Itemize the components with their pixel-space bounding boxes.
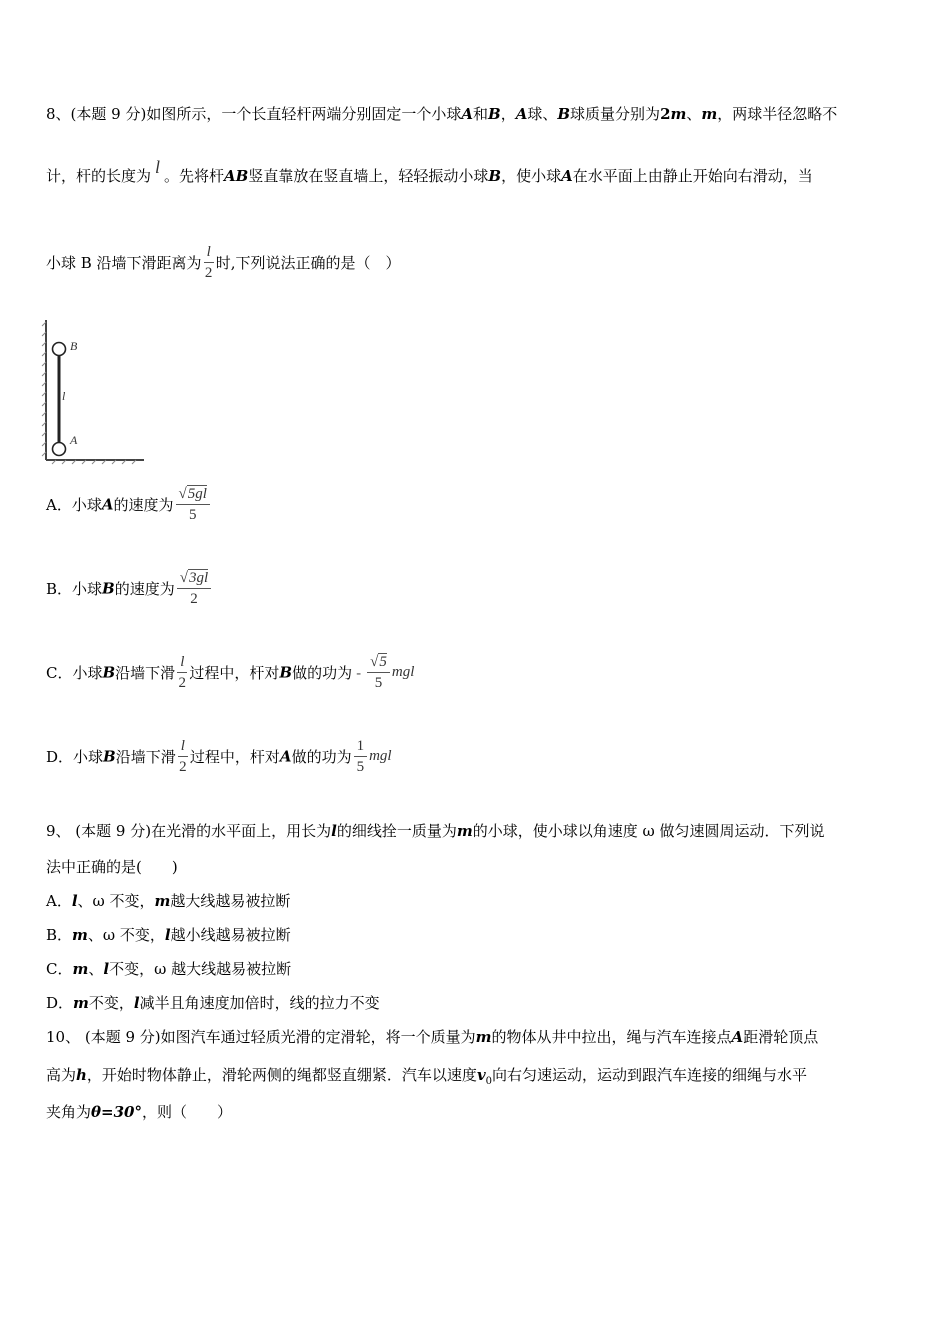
q8-option-a[interactable]: A．小球A的速度为 $\frac{√5gl}{5}$ [46, 484, 212, 525]
fraction-sqrt3gl-over-2: $\frac{√3gl}{2}$ [177, 568, 211, 609]
q9-option-c[interactable]: C．m、l不变，ω 越大线越易被拉断 [46, 960, 292, 978]
fraction-sqrt5-over-5: $\frac{√5}{5}$ [367, 652, 390, 693]
label-l: l [62, 389, 66, 403]
q9-option-a[interactable]: A．l、ω 不变，m越大线越易被拉断 [46, 892, 291, 910]
label-b: B [70, 339, 78, 353]
q9-option-d[interactable]: D．m不变，l减半且角速度加倍时，线的拉力不变 [46, 994, 380, 1012]
q8-option-b[interactable]: B．小球B的速度为 $\frac{√3gl}{2}$ [46, 568, 213, 609]
q10-line-3: 夹角为θ=30°，则（ ） [46, 1103, 232, 1121]
q10-line-2: 高为h，开始时物体静止，滑轮两侧的绳都竖直绷紧．汽车以速度$v_0$向右匀速运动，运动到跟汽车连接的细绳与水平 [46, 1066, 808, 1087]
fraction-l-over-2: $\frac{l}{2}$ [178, 654, 187, 691]
fraction-sqrt5gl-over-5: $\frac{√5gl}{5}$ [176, 484, 210, 525]
q8-option-c[interactable]: C．小球B沿墙下滑 $\frac{l}{2}$ 过程中，杆对B做的功为 - $\frac{√5}{5}$ mgl [46, 654, 415, 691]
q8-option-d[interactable]: D．小球B沿墙下滑 $\frac{l}{2}$ 过程中，杆对A做的功为 $\frac{1}{5}$ mgl [46, 738, 392, 775]
q9-option-b[interactable]: B．m、ω 不变，l越小线越易被拉断 [46, 926, 291, 944]
rod-wall-figure [40, 318, 150, 466]
ball-a [53, 443, 66, 456]
q9-line-2: 法中正确的是( ) [46, 858, 178, 876]
q10-line-1: 10、 (本题 9 分)如图汽车通过轻质光滑的定滑轮，将一个质量为m的物体从井中拉出，绳与汽车连接点A距滑轮顶点 [46, 1028, 819, 1046]
ball-b [53, 343, 66, 356]
fraction-1-over-5: $\frac{1}{5}$ [354, 736, 368, 777]
q8-line-1: 8、(本题 9 分)如图所示，一个长直轻杆两端分别固定一个小球A和B，A球、B球质量分别为2m、m，两球半径忽略不 [46, 105, 838, 123]
fraction-l-over-2: $\frac{l}{2}$ [204, 244, 213, 281]
q8-line-2: 计，杆的长度为 l 。先将杆AB竖直靠放在竖直墙上，轻轻振动小球B，使小球A在水平面上由静止开始向右滑动，当 [46, 157, 813, 185]
fraction-l-over-2: $\frac{l}{2}$ [179, 738, 187, 775]
q9-line-1: 9、 (本题 9 分)在光滑的水平面上，用长为l的细线拴一质量为m的小球，使小球以角速度 ω 做匀速圆周运动．下列说 [46, 822, 825, 840]
q8-line-3: 小球 B 沿墙下滑距离为 $\frac{l}{2}$ 时,下列说法正确的是（ ） [46, 244, 401, 281]
label-a: A [70, 433, 78, 447]
